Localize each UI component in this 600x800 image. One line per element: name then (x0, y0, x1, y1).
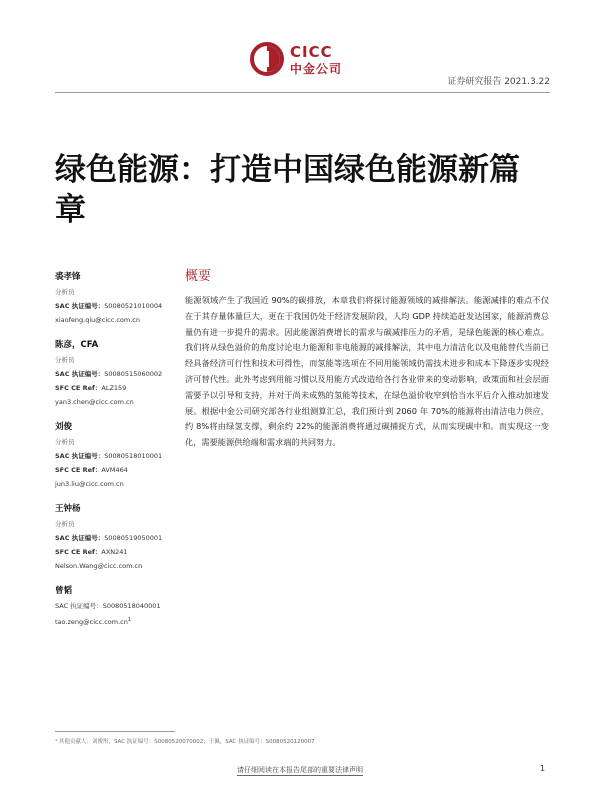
document-title: 绿色能源：打造中国绿色能源新篇章 (55, 152, 520, 228)
sfc-label: SFC CE Ref： (55, 384, 102, 392)
sac-number: S0080521010004 (104, 302, 163, 310)
analyst-sfc (55, 545, 180, 559)
cicc-logo-icon (250, 42, 284, 76)
analyst-sac (55, 599, 180, 613)
sac-number: S0080515060002 (104, 370, 163, 378)
footnote-divider (55, 731, 175, 732)
page-number: 1 (540, 764, 546, 773)
legal-disclaimer (0, 765, 600, 775)
analyst-sac (55, 299, 180, 313)
analyst-email-text: tao.zeng@cicc.com.cn (55, 618, 128, 627)
analyst-email[interactable]: jun3.liu@cicc.com.cn (55, 480, 124, 488)
sac-label: SAC 执证编号： (55, 370, 105, 378)
sfc-number: AVM464 (101, 466, 128, 474)
analyst-role: 分析员 (55, 520, 75, 528)
analyst-name: 裘孝锋 (55, 272, 81, 282)
analyst-sfc (55, 463, 180, 477)
analyst-entry (55, 338, 180, 409)
sac-label: SAC 执证编号： (55, 534, 105, 542)
legal-disclaimer-link[interactable]: 请仔细阅读在本报告尾部的重要法律声明 (237, 766, 363, 774)
sfc-label: SFC CE Ref： (55, 466, 102, 474)
analyst-entry (55, 270, 180, 327)
analyst-entry (55, 584, 180, 629)
summary-body: 能源领域产生了我国近 90%的碳排放，本章我们将探讨能源领域的减排解法。能源减排的难点不仅在于其存量体量巨大，更在于我国仍处于经济发展阶段，人均 GDP 持续追赶发达国家，能源消费总量仍有进一步提升的需求。因此能源消费增长的需求与碳减排压力的矛盾，是绿色能源的核心难点。我们将从绿色溢价的角度讨论电力能源和非电能源的减排解法，其中电力清洁化以及电能替代当前已经具备经济可行性和技术可得性，而氢能等选项在不同用能领域仍需技术进步和成本下降逐步实现经济可替代性。此外考虑到用能习惯以及用能方式改造给各行各业带来的变动影响，政策面和社会层面需要予以引导和支持，并对于尚未成熟的氢能等技术，在绿色溢价收窄到恰当水平后介入推动加速发展。根据中金公司研究部各行业组测算汇总，我们预计到 2060 年 70%的能源将由清洁电力供应，约 8%将由绿氢支撑，剩余约 22%的能源消费将通过碳捕捉方式，从而实现碳中和。而实现这一变化，需要能源供给端和需求端的共同努力。 (185, 295, 549, 448)
analyst-role: 分析员 (55, 288, 75, 296)
analyst-email[interactable]: yan3.chen@cicc.com.cn (55, 398, 134, 406)
analyst-entry (55, 420, 180, 491)
sfc-number: ALZ159 (101, 384, 127, 392)
logo-text-en: CICC (290, 43, 333, 61)
sac-label: SAC 执证编号： (55, 452, 105, 460)
analyst-sac (55, 449, 180, 463)
sac-label: SAC 执证编号： (55, 302, 105, 310)
analyst-role: 分析员 (55, 438, 75, 446)
report-type-date: 证券研究报告 2021.3.22 (447, 77, 550, 87)
cicc-logo (250, 42, 360, 78)
footnote: ¹ 其他贡献人：刘俊彤，SAC 执证编号：S0080520070002；王佩，SAC 执证编号：S0080520120007 (55, 739, 315, 745)
analyst-email[interactable] (55, 613, 180, 629)
analyst-sac (55, 531, 180, 545)
sac-number: S0080519050001 (104, 534, 163, 542)
analyst-list (55, 270, 180, 640)
analyst-name: 曾韬 (55, 586, 73, 596)
logo-text-cn: 中金公司 (290, 62, 343, 76)
sfc-label: SFC CE Ref： (55, 548, 102, 556)
analyst-role: 分析员 (55, 356, 75, 364)
sac-label: SAC 执证编号： (55, 602, 103, 610)
analyst-name: 王钟杨 (55, 504, 81, 514)
sfc-number: AXN241 (101, 548, 128, 556)
analyst-name: 刘俊 (55, 422, 73, 432)
sac-number: S0080518040001 (102, 602, 161, 610)
sac-number: S0080518010001 (104, 452, 163, 460)
analyst-email[interactable]: Nelson.Wang@cicc.com.cn (55, 562, 143, 570)
analyst-email[interactable]: xiaofeng.qiu@cicc.com.cn (55, 316, 140, 324)
analyst-entry (55, 502, 180, 573)
header-divider (55, 92, 550, 93)
footnote-mark: 1 (127, 617, 132, 623)
summary-heading: 概要 (185, 269, 212, 284)
analyst-name: 陈彦，CFA (55, 340, 99, 350)
analyst-sfc (55, 381, 180, 395)
analyst-sac (55, 367, 180, 381)
